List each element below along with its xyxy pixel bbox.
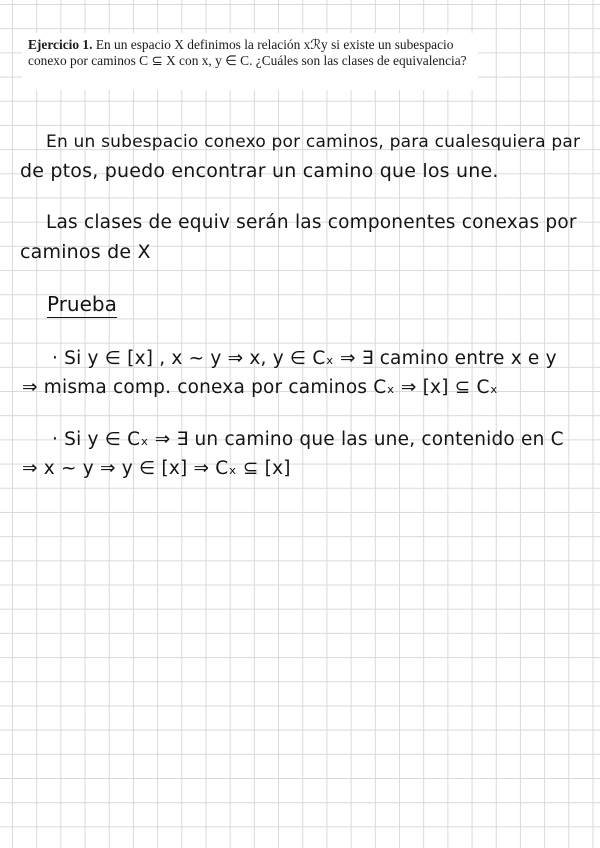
note-line-4: caminos de X [20, 241, 151, 263]
proof-bullet-2-line-2: ⇒ x ~ y ⇒ y ∈ [x] ⇒ Cₓ ⊆ [x] [22, 458, 291, 479]
note-line-3: Las clases de equiv serán las componentes conexas por [46, 212, 577, 233]
proof-heading: Prueba [47, 292, 117, 316]
proof-bullet-1-line-2: ⇒ misma comp. conexa por caminos Cₓ ⇒ [x] ⊆ Cₓ [22, 377, 499, 398]
exercise-statement [22, 33, 478, 90]
proof-bullet-1-line-1: · Si y ∈ [x] , x ~ y ⇒ x, y ∈ Cₓ ⇒ ∃ camino entre x e y [52, 348, 557, 369]
note-line-1: En un subespacio conexo por caminos, para cualesquiera par [46, 132, 581, 152]
exercise-label: Ejercicio 1. [28, 37, 93, 52]
proof-bullet-2-line-1: · Si y ∈ Cₓ ⇒ ∃ un camino que las une, contenido en C [52, 429, 564, 450]
exercise-text: En un espacio X definimos la relación xℛy si existe un subespacio conexo por caminos C ⊆ X con x, y ∈ C. ¿Cuáles son las clases de equivalencia? [28, 37, 467, 68]
note-line-2: de ptos, puedo encontrar un camino que los une. [20, 160, 499, 182]
